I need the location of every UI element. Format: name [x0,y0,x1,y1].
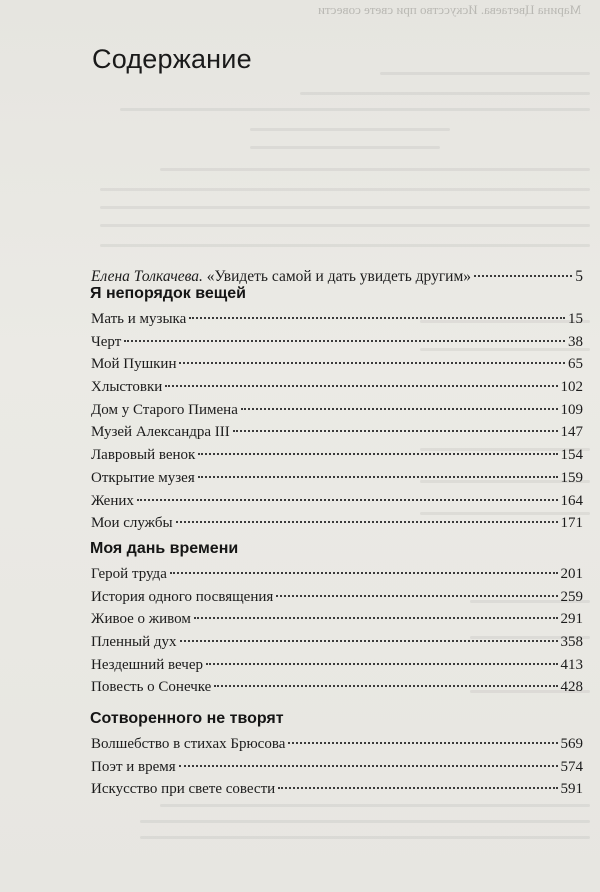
toc-entry[interactable] [91,311,583,334]
dot-leader [170,572,558,574]
toc-entry[interactable] [91,611,583,634]
entry-label: Открытие музея [91,469,195,486]
dot-leader [179,362,565,364]
toc-entry[interactable] [91,402,583,425]
running-head: Марина Цветаева. Искусство при свете совести [318,2,582,17]
toc-section-1 [91,283,583,538]
toc-entry[interactable] [91,781,583,804]
entry-label: Повесть о Сонечке [91,679,212,696]
entry-label: Дом у Старого Пимена [91,401,238,418]
toc-entry[interactable] [91,566,583,589]
dot-leader [124,340,565,342]
dot-leader [214,685,557,687]
toc-entry[interactable] [91,493,583,516]
entry-label: Нездешний вечер [91,656,203,673]
toc-entry[interactable] [91,447,583,470]
entry-label: Мои службы [91,515,173,532]
dot-leader [233,430,558,432]
toc-entry[interactable] [91,634,583,657]
toc-entry[interactable] [91,657,583,680]
dot-leader [189,317,565,319]
toc-entry[interactable] [91,379,583,402]
dot-leader [180,640,558,642]
dot-leader [198,453,557,455]
dot-leader [474,275,572,277]
entry-page-number: 159 [560,469,583,486]
entry-page-number: 154 [560,447,583,464]
page-title: Содержание [92,44,252,74]
entry-label: Лавровый венок [91,447,196,464]
entry-label: Герой труда [91,566,167,582]
dot-leader [194,617,558,619]
entry-page-number: 413 [560,656,583,673]
toc-section-3 [91,708,583,804]
toc-entry[interactable] [91,470,583,493]
entry-label: Пленный дух [91,634,177,651]
intro-title: «Увидеть самой и дать увидеть другим» [206,268,472,285]
entry-page-number: 569 [560,736,583,752]
toc-entry[interactable] [91,679,583,702]
toc-section-2 [91,538,583,702]
dot-leader [288,742,557,744]
entry-page-number: 164 [560,492,583,509]
entry-page-number: 102 [560,379,583,396]
intro-author: Елена Толкачева. [91,268,203,285]
entry-label: История одного посвящения [91,588,274,605]
entry-page-number: 147 [560,424,583,441]
dot-leader [276,595,557,597]
entry-page-number: 358 [560,634,583,651]
section-title: Сотворенного не творят [90,710,284,727]
entry-page-number: 574 [560,758,583,775]
entry-label: Жених [91,492,134,509]
dot-leader [176,521,558,523]
entry-label: Поэт и время [91,758,176,775]
toc-entry[interactable] [91,515,583,538]
dot-leader [165,385,557,387]
dot-leader [241,408,558,410]
entry-page-number: 259 [560,588,583,605]
toc-entry[interactable] [91,589,583,612]
toc-entry[interactable] [91,356,583,379]
toc-entry[interactable] [91,736,583,759]
entry-label: Хлыстовки [91,379,163,396]
dot-leader [278,787,557,789]
entry-page-number: 291 [560,611,583,628]
entry-label: Живое о живом [91,611,191,628]
dot-leader [137,499,558,501]
entry-page-number: 38 [568,333,583,350]
dot-leader [206,663,558,665]
entry-page-number: 65 [568,356,583,373]
toc-entry[interactable] [91,424,583,447]
entry-page-number: 109 [560,401,583,418]
section-title: Я непорядок вещей [90,285,246,302]
entry-label: Волшебство в стихах Брюсова [91,736,286,752]
section-title: Моя дань времени [90,540,239,557]
toc-entry[interactable] [91,334,583,357]
entry-label: Искусство при свете совести [91,781,276,798]
entry-label: Черт [91,333,122,350]
dot-leader [198,476,558,478]
entry-page-number: 171 [560,515,583,532]
intro-page-number: 5 [575,268,583,285]
entry-page-number: 15 [568,311,583,327]
entry-page-number: 591 [560,781,583,798]
toc-entry[interactable] [91,759,583,782]
dot-leader [179,765,558,767]
entry-page-number: 428 [560,679,583,696]
entry-page-number: 201 [560,566,583,582]
entry-label: Музей Александра III [91,424,230,441]
entry-label: Мать и музыка [91,311,187,327]
entry-label: Мой Пушкин [91,356,177,373]
